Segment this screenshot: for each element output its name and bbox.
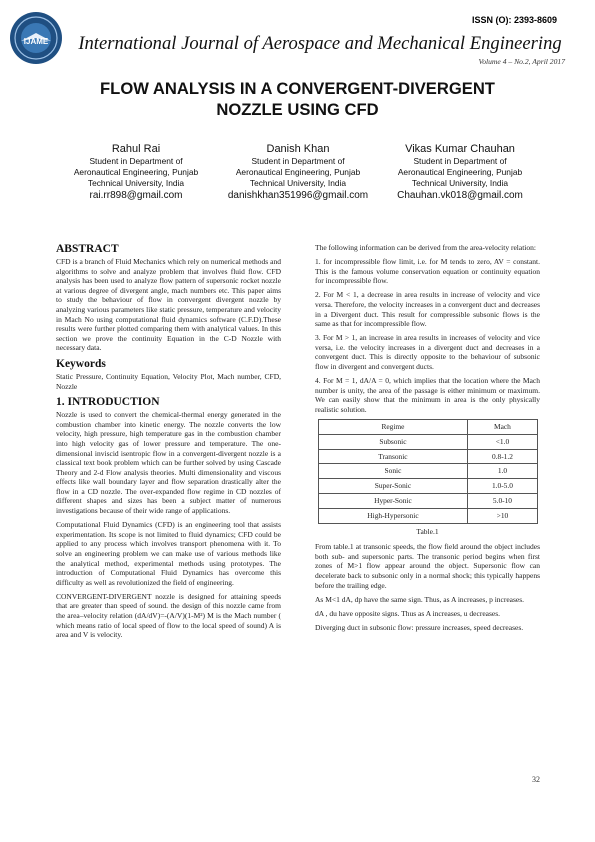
body-paragraph: Diverging duct in subsonic flow: pressure increases, speed decreases. [315,622,524,632]
table-cell: 1.0-5.0 [468,479,537,494]
page-number: 32 [532,775,540,784]
keywords-text: Static Pressure, Continuity Equation, Velocity Plot, Mach number, CFD, Nozzle [56,371,281,391]
table-row [318,479,537,494]
body-paragraph: Nozzle is used to convert the chemical-thermal energy generated in the combustion chamber into kinetic energy. The nozzle converts the low velocity, high pressure, high temperature gas in the combustion chamber into high velocity gas of lower pressure and temperature. The one-dimensional inviscid isentropic flow in a convergent-divergent nozzle is a classical text book problem which can be further solved by using Cascade Theory and 2-d Flow analysis theories. Multi dimensionality and viscous effects like wall boundary layer and flow separation drastically alter the flow in a CD nozzle. The over-expanded flow regime in CD nozzles of different shapes and sizes has been a subject matter of numerous investigations because of their wide range of applications. [56,410,281,516]
table-header-row [318,420,537,435]
author-affiliation: Technical University, India [411,177,509,188]
body-paragraph: CONVERGENT-DIVERGENT nozzle is designed for attaining speeds that are greater than speed of sound. the design of this nozzle came from the area–velocity relation (dA/dV)=-(A/V)(1-M²) M is the Mach number ( which means ratio of local speed of flow to the local speed of sound) A is area and V is velocity. [56,591,281,640]
body-paragraph: As M<1 dA, dp have the same sign. Thus, as A increases, p increases. [315,594,525,604]
table-cell: 5.0-10 [468,493,537,508]
author-block [380,142,540,203]
table-header-cell: Regime [318,420,468,435]
abstract-text: CFD is a branch of Fluid Mechanics which rely on numerical methods and algorithms to solve and analyze problem that involves fluid flow. CFD analysis has been used to analyze flow pattern of supersonic rocket nozzle at various degree of divergent angle, mach numbers etc. This paper aims to study the behaviour of flow in convergent divergent nozzle by analyzing various parameters like static pressure, temperature and velocity in Mach No using computational fluid dynamics software (C.F.D).These results were further plotted comparing them with analytical values. In this section we prove the continuity Equation in the C-D Nozzle with necessary data. [56,257,281,353]
table-cell: Subsonic [318,434,468,449]
author-block [56,142,216,203]
left-column [56,243,281,644]
table-cell: 1.0 [468,464,537,479]
author-block [218,142,378,203]
paper-title-line-1: FLOW ANALYSIS IN A CONVERGENT-DIVERGENT [100,79,495,98]
author-affiliation: Student in Department of [413,156,507,166]
author-email[interactable]: rai.rr898@gmail.com [89,190,183,202]
author-affiliation: Aeronautical Engineering, Punjab [397,166,523,177]
table-cell: High-Hypersonic [318,508,468,523]
table-cell: 0.8-1.2 [468,449,537,464]
journal-title: International Journal of Aerospace and Mechanical Engineering [78,33,562,54]
issn-label: ISSN (O): 2393-8609 [471,15,557,25]
right-column [315,243,540,637]
table-header-cell: Mach [468,420,537,435]
author-name: Rahul Rai [111,143,161,155]
body-paragraph: 1. for incompressible flow limit, i.e. for M tends to zero, AV = constant. This is the famous volume conservation equation or continuity equation for incompressible flow. [315,257,540,286]
author-affiliation: Student in Department of [251,156,345,166]
paper-title-line-2: NOZZLE USING CFD [216,100,379,119]
paper-title [40,78,555,120]
body-paragraph: 3. For M > 1, an increase in area results in increases of velocity and vice versa, i.e. the velocity increases in a divergent duct and decreases in a convergent duct. This is directly opposite to the behaviour of subsonic flow in divergent and convergent ducts. [315,333,540,372]
regime-table [318,419,538,524]
table-cell: >10 [468,508,537,523]
table-row [318,449,537,464]
table-cell: Super-Sonic [318,479,468,494]
body-paragraph: From table.1 at transonic speeds, the flow field around the object includes both sub- and supersonic parts. The transonic period begins when first zones of M>1 flow appear around the object. Supersonic flow can decelerate back to subsonic only in a normal shock; this typically happens before the trailing edge. [315,542,540,590]
introduction-heading: 1. INTRODUCTION [56,396,160,409]
author-name: Danish Khan [266,143,330,155]
author-name: Vikas Kumar Chauhan [405,143,515,155]
author-affiliation: Technical University, India [87,177,185,188]
body-paragraph: 4. For M = 1, dA/A = 0, which implies that the location where the Mach number is unity, the area of the passage is either minimum or maximum. We can easily show that the minimum in area is the only physically realistic solution. [315,376,540,414]
table-row [318,493,537,508]
body-paragraph: dA , du have opposite signs. Thus as A increases, u decreases. [315,608,501,618]
table-row [318,508,537,523]
author-affiliation: Aeronautical Engineering, Punjab [73,166,199,177]
keywords-heading: Keywords [56,357,106,370]
table-row [318,434,537,449]
table-cell: Hyper-Sonic [318,493,468,508]
author-affiliation: Student in Department of [89,156,183,166]
author-email[interactable]: danishkhan351996@gmail.com [227,190,369,202]
author-affiliation: Aeronautical Engineering, Punjab [235,166,361,177]
table-cell: Sonic [318,464,468,479]
table-row [318,464,537,479]
body-paragraph: Computational Fluid Dynamics (CFD) is an engineering tool that assists experimentation. Its scope is not limited to fluid dynamics; CFD could be applied to any process which involves transport phenomena with it. To solve an engineering problem we can make use of various methods like the analytical method, experimental methods using prototypes. The introduction of Computational Fluid Dynamics has overcome this difficulty as well as revolutionized the field of engineering. [56,520,281,587]
table-cell: Transonic [318,449,468,464]
volume-label: Volume 4 – No.2, April 2017 [478,57,565,66]
body-paragraph: The following information can be derived from the area-velocity relation: [315,243,536,252]
journal-logo [9,11,63,65]
table-caption: Table.1 [416,526,439,536]
author-email[interactable]: Chauhan.vk018@gmail.com [397,190,523,202]
author-affiliation: Technical University, India [249,177,347,188]
svg-text:IJAME: IJAME [23,37,49,46]
body-paragraph: 2. For M < 1, a decrease in area results in increase of velocity and vice versa. Therefore, the velocity increases in a convergent duct and decreases in a Divergent duct. This result for compressible subsonic flows is the same as that for incompressible flow. [315,290,540,329]
abstract-heading: ABSTRACT [56,243,119,255]
table-cell: <1.0 [468,434,537,449]
